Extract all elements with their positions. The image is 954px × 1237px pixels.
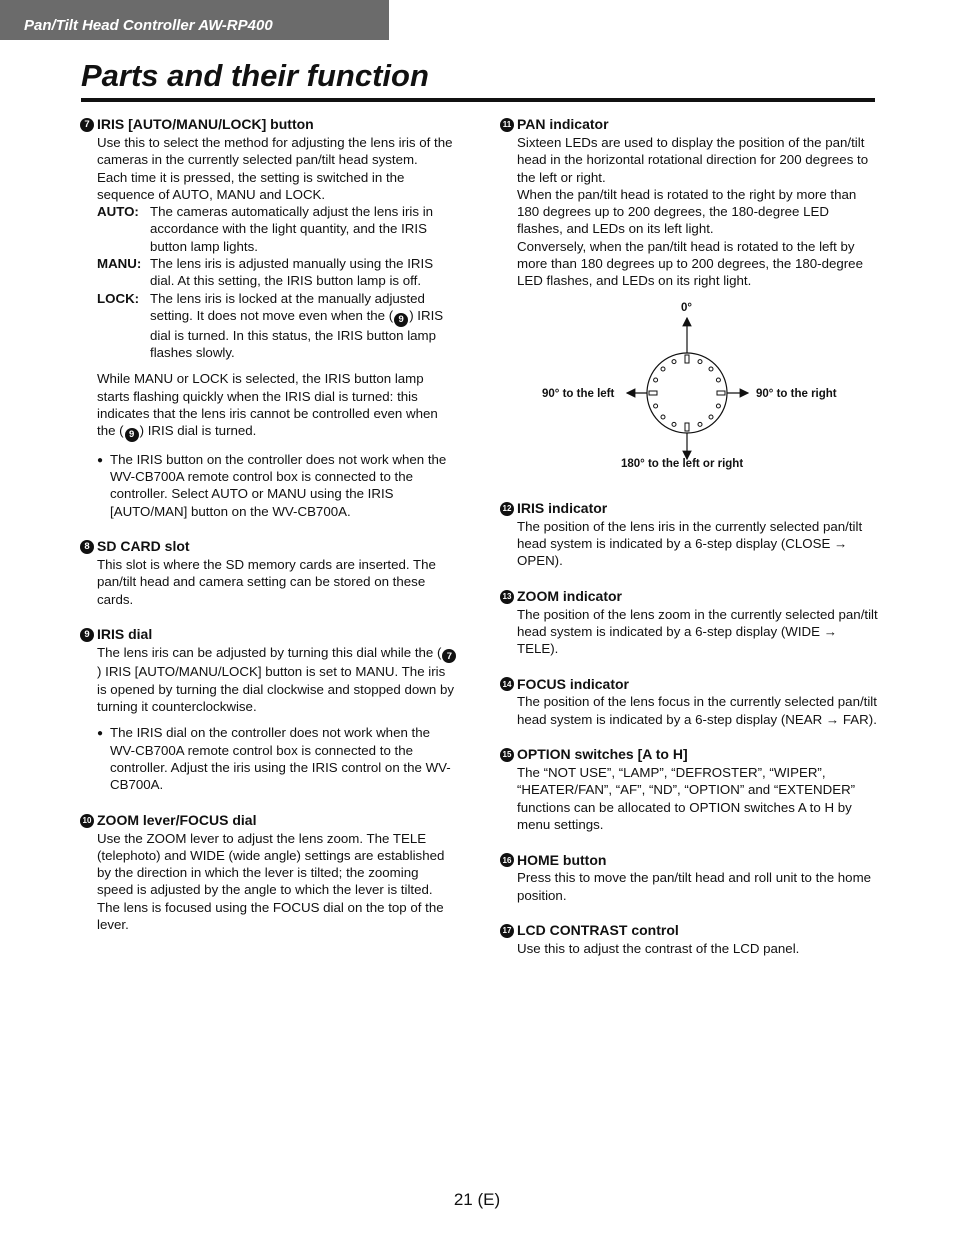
pan-led-icon	[716, 378, 720, 382]
paragraph: Sixteen LEDs are used to display the position of the pan/tilt head in the horizontal rotational direction for 200 degrees to the left or right.	[517, 135, 869, 185]
header-bar	[0, 0, 389, 40]
item-number-badge: 9	[80, 628, 94, 642]
definition-desc: The cameras automatically adjust the lens iris in accordance with the light quantity, and the IRIS button lamp lights.	[150, 204, 434, 254]
pan-led-icon	[709, 367, 713, 371]
item-number-badge: 15	[500, 748, 514, 762]
diagram-label-right: 90° to the right	[756, 387, 837, 400]
section-title: IRIS dial	[97, 626, 153, 643]
section-lcd-contrast	[500, 922, 878, 957]
header-title: Pan/Tilt Head Controller AW-RP400	[24, 17, 273, 34]
section-home-button	[500, 851, 878, 904]
pan-led-icon	[654, 404, 658, 408]
title-rule	[81, 98, 875, 102]
paragraph: ) IRIS [AUTO/MANU/LOCK] button is set to MANU. The iris is opened by turning the dial clockwise and stopped down by turning it counterclockwise.	[97, 664, 455, 715]
section-title: OPTION switches [A to H]	[517, 746, 688, 763]
diagram-label-top: 0°	[681, 301, 692, 314]
pan-led-icon	[716, 404, 720, 408]
pan-led-icon	[698, 422, 702, 426]
item-number-badge: 7	[80, 118, 94, 132]
item-number-badge: 12	[500, 502, 514, 516]
pan-led-icon	[649, 391, 657, 395]
pan-led-icon	[661, 367, 665, 371]
bullet-text: The IRIS dial on the controller does not work when the WV-CB700A remote control box is connected to the controller. Adjust the iris using the IRIS control on the WV-CB700A.	[110, 725, 451, 793]
bullet-note	[97, 724, 458, 793]
item-ref-badge: 9	[125, 428, 139, 442]
item-number-badge: 13	[500, 590, 514, 604]
section-title: LCD CONTRAST control	[517, 922, 679, 939]
item-number-badge: 10	[80, 814, 94, 828]
definition-desc: ) IRIS dial is turned. In this status, the IRIS button lamp flashes slowly.	[150, 307, 444, 360]
pan-led-icon	[709, 415, 713, 419]
pan-led-icon	[672, 422, 676, 426]
paragraph: When the pan/tilt head is rotated to the right by more than 180 degrees up to 200 degrees, the 180-degree LED flashes, and LEDs on its left light.	[517, 186, 857, 237]
section-title: IRIS indicator	[517, 500, 608, 517]
definition-auto	[97, 203, 458, 255]
section-pan-indicator	[500, 116, 878, 290]
bullet-icon: ●	[97, 454, 104, 466]
item-number-badge: 17	[500, 924, 514, 938]
item-number-badge: 8	[80, 540, 94, 554]
pan-led-icon	[685, 355, 689, 363]
paragraph: The position of the lens focus in the currently selected pan/tilt head system is indicated by a 6-step display (NEAR → FAR).	[517, 694, 877, 727]
section-title: ZOOM lever/FOCUS dial	[97, 811, 257, 828]
paragraph: Use this to select the method for adjusting the lens iris of the cameras in the currently selected pan/tilt head system.	[97, 135, 453, 168]
pan-led-icon	[654, 378, 658, 382]
section-title: FOCUS indicator	[517, 675, 630, 692]
bullet-note	[97, 451, 458, 520]
section-option-switches	[500, 746, 878, 833]
paragraph: The position of the lens iris in the currently selected pan/tilt head system is indicated by a 6-step display (CLOSE → OPEN).	[517, 518, 863, 569]
paragraph: Press this to move the pan/tilt head and roll unit to the home position.	[517, 870, 872, 903]
item-number-badge: 11	[500, 118, 514, 132]
section-iris-button	[80, 116, 458, 520]
item-number-badge: 14	[500, 677, 514, 691]
section-zoom-indicator	[500, 588, 878, 658]
pan-indicator-diagram	[500, 302, 878, 478]
pan-led-icon	[672, 359, 676, 363]
section-iris-dial	[80, 626, 458, 794]
section-title: SD CARD slot	[97, 538, 190, 555]
definition-desc: The lens iris is locked at the manually adjusted setting. It does not move even when the (	[150, 290, 425, 323]
pan-led-icon	[717, 391, 725, 395]
section-title: ZOOM indicator	[517, 587, 622, 604]
bullet-icon: ●	[97, 728, 104, 740]
paragraph: The lens is focused using the FOCUS dial on the top of the lever.	[97, 899, 444, 933]
definition-lock	[97, 290, 458, 362]
paragraph: ) IRIS dial is turned.	[139, 423, 257, 439]
left-column	[80, 116, 458, 947]
bullet-text: The IRIS button on the controller does not work when the WV-CB700A remote control box is connected to the controller. Select AUTO or MANU using the IRIS [AUTO/MAN] button on the WV-CB700A.	[110, 451, 447, 519]
section-iris-indicator	[500, 500, 878, 570]
section-zoom-focus	[80, 812, 458, 934]
section-title: HOME button	[517, 851, 607, 868]
right-column	[500, 116, 878, 971]
page-title: Parts and their function	[81, 58, 429, 93]
definition-manu	[97, 255, 458, 290]
pan-led-icon	[685, 423, 689, 431]
definition-term: LOCK:	[97, 290, 140, 306]
paragraph: Conversely, when the pan/tilt head is rotated to the left by more than 180 degrees up to 200 degrees, the 180-degree LED flashes, and LEDs on its right light.	[517, 238, 863, 289]
section-title: PAN indicator	[517, 116, 609, 133]
diagram-label-left: 90° to the left	[542, 387, 615, 400]
section-sd-card-slot	[80, 538, 458, 608]
section-focus-indicator	[500, 675, 878, 728]
paragraph: Use this to adjust the contrast of the LCD panel.	[517, 940, 800, 956]
paragraph: The “NOT USE”, “LAMP”, “DEFROSTER”, “WIPER”, “HEATER/FAN”, “AF”, “ND”, “OPTION” and “EXTENDER” functions can be allocated to OPTION switches A to H by menu settings.	[517, 765, 856, 832]
definition-term: AUTO:	[97, 204, 139, 220]
item-number-badge: 16	[500, 853, 514, 867]
definition-desc: The lens iris is adjusted manually using the IRIS dial. At this setting, the IRIS button lamp is off.	[150, 256, 434, 289]
paragraph: This slot is where the SD memory cards are inserted. The pan/tilt head and camera setting can be stored on these cards.	[97, 556, 436, 607]
pan-led-icon	[698, 359, 702, 363]
definition-term: MANU:	[97, 256, 142, 272]
diagram-label-bottom: 180° to the left or right	[621, 457, 744, 470]
paragraph: The position of the lens zoom in the currently selected pan/tilt head system is indicated by a 6-step display (WIDE → TELE).	[517, 606, 878, 657]
item-ref-badge: 9	[394, 313, 408, 327]
paragraph: The lens iris can be adjusted by turning this dial while the (	[97, 644, 442, 660]
pan-led-icon	[661, 415, 665, 419]
section-title: IRIS [AUTO/MANU/LOCK] button	[97, 116, 314, 133]
paragraph: While MANU or LOCK is selected, the IRIS button lamp starts flashing quickly when the IRIS dial is turned: this indicates that the lens iris cannot be controlled even when the (	[97, 371, 438, 439]
paragraph: Use the ZOOM lever to adjust the lens zoom. The TELE (telephoto) and WIDE (wide angle) settings are established by the direction in which the lever is tilted; the zooming speed is adjusted by the angle to which the lever is tilted.	[97, 830, 445, 898]
paragraph: Each time it is pressed, the setting is switched in the sequence of AUTO, MANU and LOCK.	[97, 169, 405, 202]
item-ref-badge: 7	[442, 649, 456, 663]
page-number: 21 (E)	[453, 1190, 501, 1209]
